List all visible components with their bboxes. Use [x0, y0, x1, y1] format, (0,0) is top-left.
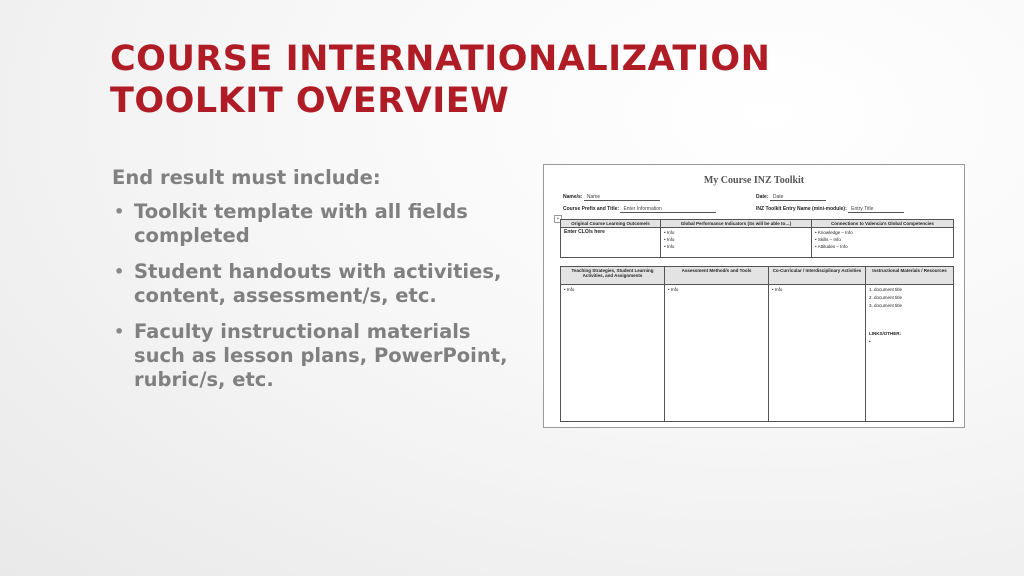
entry-field — [756, 206, 904, 213]
date-field — [756, 194, 826, 201]
links-label: LINKS/OTHER: — [869, 331, 901, 336]
entry-label: INZ Toolkit Entry Name (mini-module): — [756, 206, 847, 212]
list-item: • Attitudes – Info — [815, 244, 848, 249]
cocurricular-header: Co-Curricular / Interdisciplinary Activities — [769, 267, 866, 285]
list-item: 3. document title — [869, 303, 903, 308]
slide-title-line-2: TOOLKIT OVERVIEW — [110, 81, 510, 121]
slide-title — [110, 38, 810, 122]
list-item: • Info — [664, 244, 675, 249]
list-item: • Info — [772, 287, 783, 292]
name-field — [563, 194, 660, 201]
assessment-cell — [665, 285, 769, 422]
slide-content — [112, 166, 512, 404]
entry-value: Entry Title — [848, 206, 904, 213]
strategies-table — [560, 266, 954, 422]
toolkit-document-preview — [543, 164, 965, 428]
indicators-cell — [661, 228, 812, 258]
materials-cell — [866, 285, 954, 422]
course-value: Enter Information — [620, 206, 716, 213]
assessment-header: Assessment Method/s and Tools — [665, 267, 769, 285]
bullet-item: • Toolkit template with all fields completed — [112, 200, 512, 248]
name-label: Name/s: — [563, 194, 583, 200]
indicators-header: Global Performance Indicators (Ss will be able to…) — [661, 220, 812, 228]
bullet-list — [112, 200, 512, 392]
outcomes-table — [560, 219, 954, 258]
strategies-header: Teaching Strategies, Student Learning Activities, and Assignments — [561, 267, 665, 285]
cocurricular-cell — [769, 285, 866, 422]
bullet-item: • Faculty instructional materials such as lesson plans, PowerPoint, rubric/s, etc. — [112, 320, 512, 392]
list-item: • Info — [664, 237, 675, 242]
materials-header: Instructional Materials / Resources — [866, 267, 954, 285]
list-item: • Skills – Info — [815, 237, 841, 242]
list-item: • Info — [564, 287, 575, 292]
list-item: 1. document title — [869, 287, 903, 292]
slide-title-line-1: COURSE INTERNATIONALIZATION — [110, 39, 771, 79]
outcomes-header: Original Course Learning Outcome/s — [561, 220, 661, 228]
date-label: Date: — [756, 194, 769, 200]
intro-text: End result must include: — [112, 166, 381, 189]
document-title: My Course INZ Toolkit — [703, 175, 805, 186]
competencies-header: Connections to Valencia's Global Competencies — [812, 220, 954, 228]
course-label: Course Prefix and Title: — [563, 206, 620, 212]
course-field — [563, 206, 716, 213]
list-item: 2. document title — [869, 295, 903, 300]
clo-cell: Enter CLO/s here — [561, 228, 661, 258]
list-item: • Info — [668, 287, 679, 292]
list-item: • Info — [664, 230, 675, 235]
table-move-handle-icon: + — [554, 215, 562, 223]
bullet-item: • Student handouts with activities, content, assessment/s, etc. — [112, 260, 512, 308]
list-item: • Knowledge – Info — [815, 230, 853, 235]
links-item: • — [869, 339, 871, 344]
name-value: Name — [584, 194, 660, 201]
competencies-cell — [812, 228, 954, 258]
strategies-cell — [561, 285, 665, 422]
date-value: Date — [770, 194, 826, 201]
